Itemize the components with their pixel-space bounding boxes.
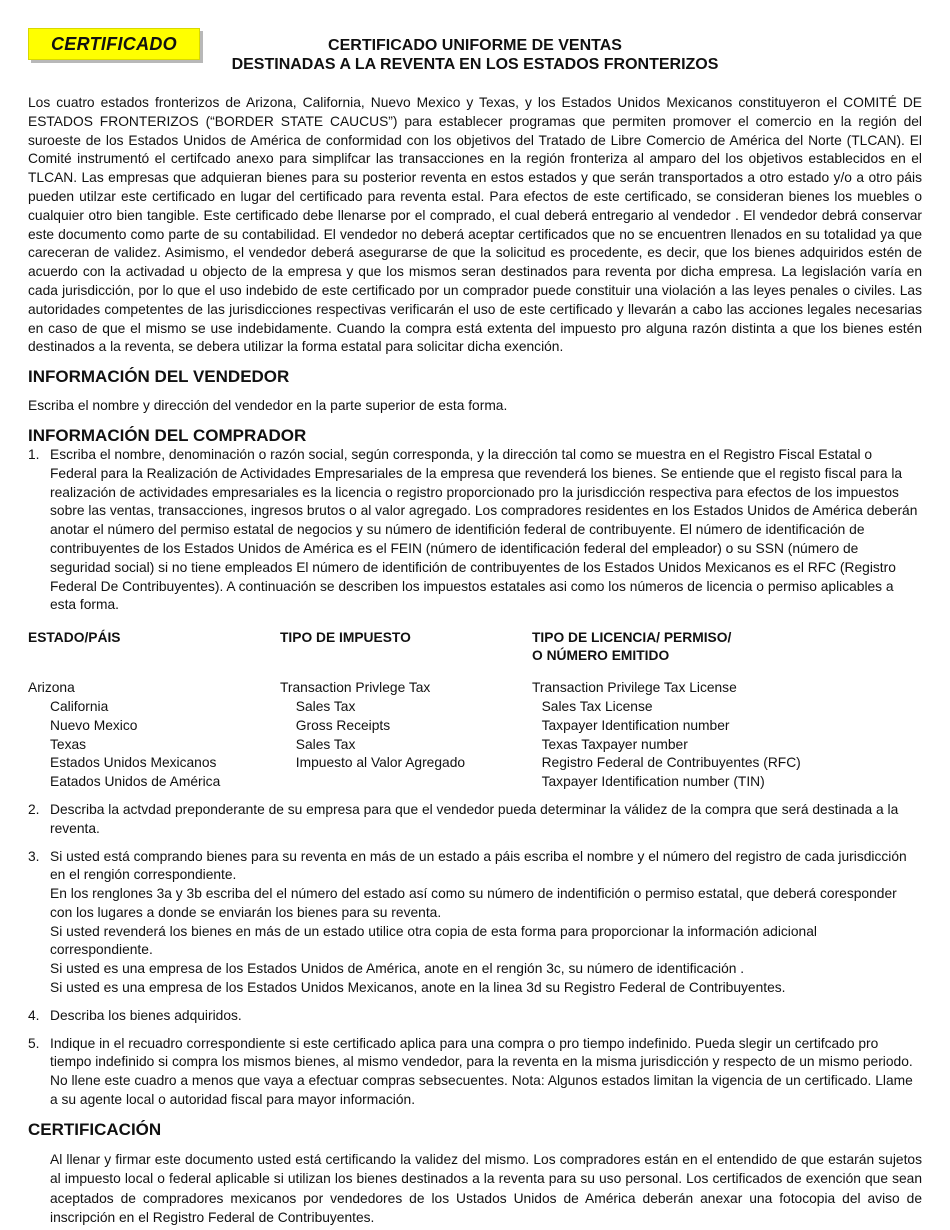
list-item-1 bbox=[28, 446, 922, 615]
row-tax: Sales Tax bbox=[295, 736, 356, 752]
item-number: 5. bbox=[28, 1035, 40, 1051]
intro-paragraph: Los cuatro estados fronterizos de Arizona, California, Nuevo Mexico y Texas, y los Estados Unidos Mexicanos constituyeron el COMITÉ DE ESTADOS FRONTERIZOS (“BORDER STATE CAUCUS”) para establecer programas que permiten promover el comercio en la región del suroeste de los Estados Unidos de América de conformidad con los objetivos del Tratado de Libre Comercio de América del Norte (TLCAN). El Comité instrumentó el certifcado anexo para simplifcar las transacciones en la región fronteriza al amparo del los objetivos establecidos en el TLCAN. Las empresas que adquieran bienes para su posterior reventa en estos estados y que serán transportados a otro estado y/o a otro páis pueden utilzar este certificado en lugar del certificado para reventa estal. Para efectos de este certificado, se consideran bienes los muebles o cualquier otro bien tangible. Este certificado debe llenarse por el comprado, el cual deberá entregario al vendedor . El vendedor debrá conservar este documento como parte de su contabilidad. El vendedor no deberá aceptar certificados que no se encuentren llenados en su totalidad ya que careceran de validez. Asimismo, el vendedor deberá asegurarse de que la solicitud es procedente, es decir, que los bienes adquiridos estén de acuerdo con la activadad u objecto de la empresa y que los mismos seran destinados para reventa por dicha empresa. La legislación varía en cada jurisdicción, por lo que el uso indebido de este certificado por un comprador puede constituir una violación a las leyes penales o civiles. Las autoridades competentes de las jurisdicciones respectivas verificarán el uso de este certificado y llevarán a cabo las acciones legales necesarias en caso de que el mismo se use indebidamente. Cuando la compra está extenta del impuesto pro alguna razón distinta a que los bienes estén destinados a la reventa, se debera utilizar la forma estatal para solicitar dicha exención. bbox=[28, 95, 922, 355]
row-tax: Impuesto al Valor Agregado bbox=[295, 755, 466, 771]
table-row bbox=[28, 717, 922, 736]
vendor-text: Escriba el nombre y dirección del vendedor en la parte superior de esta forma. bbox=[28, 398, 508, 414]
item-line: Si usted es una empresa de los Estados Unidos de América, anote en el rengión 3c, su número de identificación . bbox=[50, 961, 745, 977]
buyer-instructions-continued bbox=[28, 801, 922, 1110]
row-state: Eatados Unidos de América bbox=[50, 774, 221, 790]
row-license: Registro Federal de Contribuyentes (RFC) bbox=[541, 755, 801, 771]
table-row bbox=[28, 773, 922, 792]
certification-heading: CERTIFICACIÓN bbox=[28, 1119, 162, 1139]
list-item-3 bbox=[28, 848, 922, 998]
table-row bbox=[28, 736, 922, 755]
buyer-heading: INFORMACIÓN DEL COMPRADOR bbox=[28, 425, 307, 445]
table-row bbox=[28, 754, 922, 773]
item-text: Indique in el recuadro correspondiente si este certificado aplica para una compra o pro tiempo indefinido. Pueda slegir un certifcado pro tiempo indefinido si compra los mismos bienes, al mismo vendedor, para la reventa en la misma jurisdicción y respecto de un mismo periodo. No llene este cuadro a menos que vaya a efectuar compras sebsecuentes. Nota: Algunos estados limitan la vigencia de un certificado. Llame a su agente local o autoridad fiscal para mayor información. bbox=[50, 1035, 913, 1108]
header-license bbox=[532, 629, 922, 665]
row-state: Nuevo Mexico bbox=[50, 717, 138, 733]
row-tax: Gross Receipts bbox=[295, 717, 391, 733]
item-text: Describa los bienes adquiridos. bbox=[50, 1007, 242, 1023]
title-line-2: DESTINADAS A LA REVENTA EN LOS ESTADOS FRONTERIZOS bbox=[231, 56, 719, 73]
item-line: En los renglones 3a y 3b escriba del el número del estado así como su número de indentifición o permiso estatal, que deberá coresponder con los lugares a donde se enviarán los bienes para su reventa. bbox=[50, 886, 897, 920]
item-number: 1. bbox=[28, 446, 40, 462]
row-state: Estados Unidos Mexicanos bbox=[50, 755, 217, 771]
row-license: Texas Taxpayer number bbox=[541, 736, 688, 752]
tax-table-header bbox=[28, 629, 922, 665]
page-title bbox=[200, 36, 750, 74]
table-row bbox=[28, 679, 922, 698]
header-tax: TIPO DE IMPUESTO bbox=[280, 630, 411, 646]
header-state: ESTADO/PÁIS bbox=[28, 630, 121, 646]
vendor-heading: INFORMACIÓN DEL VENDEDOR bbox=[28, 367, 290, 387]
item-text: Escriba el nombre, denominación o razón social, según corresponda, y la dirección tal como se muestra en el Registro Fiscal Estatal o Federal para la Realización de Actividades Empresariales de la empresa que revenderá los bienes. Se entiende que el registo fiscal para la realización de actividades empresariales es la licencia o registro proporcionado pro la jurisdicción respectiva para efectos de los impuestos sobre las ventas, transacciones, ingresos brutos o al valor agregado. Los compradores residentes en los Estados Unidos de América deberán anotar el número del permiso estatal de negocios y su número de identifición federal de contribuyente. El número de identificación de contribuyentes de los Estados Unidos de América es el FEIN (número de identificación federal del empleador) o su SSN (número de seguridad social) si no tiene empleados El número de identifición de contribuyentes de los Estados Unidos Mexicanos es el RFC (Registro Federal De Contribuyentes). A continuación se describen los impuestos estatales asi como los números de licencia o permiso aplicables a esta forma. bbox=[50, 446, 918, 613]
row-license: Sales Tax License bbox=[541, 698, 653, 714]
certificado-badge: CERTIFICADO bbox=[28, 28, 200, 60]
tax-table bbox=[28, 629, 922, 792]
row-license: Taxpayer Identification number bbox=[541, 717, 730, 733]
list-item-4 bbox=[28, 1007, 922, 1026]
item-line: Si usted está comprando bienes para su reventa en más de un estado a páis escriba el nombre y el número del registro de cada jurisdicción en el rengión correspondiente. bbox=[50, 848, 907, 883]
header-license-line-1: TIPO DE LICENCIA/ PERMISO/ bbox=[532, 630, 732, 646]
item-number: 4. bbox=[28, 1007, 40, 1023]
row-state: Texas bbox=[50, 736, 87, 752]
table-row bbox=[28, 698, 922, 717]
row-license: Taxpayer Identification number (TIN) bbox=[541, 774, 765, 790]
buyer-instructions bbox=[28, 446, 922, 615]
item-line: Si usted es una empresa de los Estados Unidos Mexicanos, anote en la linea 3d su Registro Federal de Contribuyentes. bbox=[50, 980, 786, 996]
list-item-5 bbox=[28, 1035, 922, 1110]
item-number: 3. bbox=[28, 848, 40, 864]
item-line: Si usted revenderá los bienes en más de un estado utilice otra copia de esta forma para proporcionar la información adicional correspondiente. bbox=[50, 923, 817, 958]
row-state: California bbox=[50, 698, 109, 714]
item-number: 2. bbox=[28, 801, 40, 817]
row-tax bbox=[296, 773, 542, 792]
document-body bbox=[28, 94, 922, 1228]
row-license: Transaction Privilege Tax License bbox=[532, 680, 737, 696]
list-item-2 bbox=[28, 801, 922, 839]
row-state: Arizona bbox=[28, 680, 75, 696]
row-tax: Transaction Privlege Tax bbox=[280, 680, 431, 696]
header-license-line-2: O NÚMERO EMITIDO bbox=[532, 648, 670, 664]
certification-text: Al llenar y firmar este documento usted está certificando la validez del mismo. Los compradores están en el entendido de que estarán sujetos al impuesto local o federal aplicable si utilizan los bienes destinados a la reventa para su uso personal. Los certificados de exención que sean aceptados de compradores mexicanos por vendedores de los Ustados Unidos de América deberán anexar una fotocopia del aviso de inscripción en el Registro Federal de Contribuyentes. bbox=[50, 1151, 922, 1226]
item-text: Describa la actvdad preponderante de su empresa para que el vendedor pueda determinar la válidez de la compra que será destinada a la reventa. bbox=[50, 801, 899, 836]
row-tax: Sales Tax bbox=[295, 698, 356, 714]
title-line-1: CERTIFICADO UNIFORME DE VENTAS bbox=[328, 37, 622, 54]
